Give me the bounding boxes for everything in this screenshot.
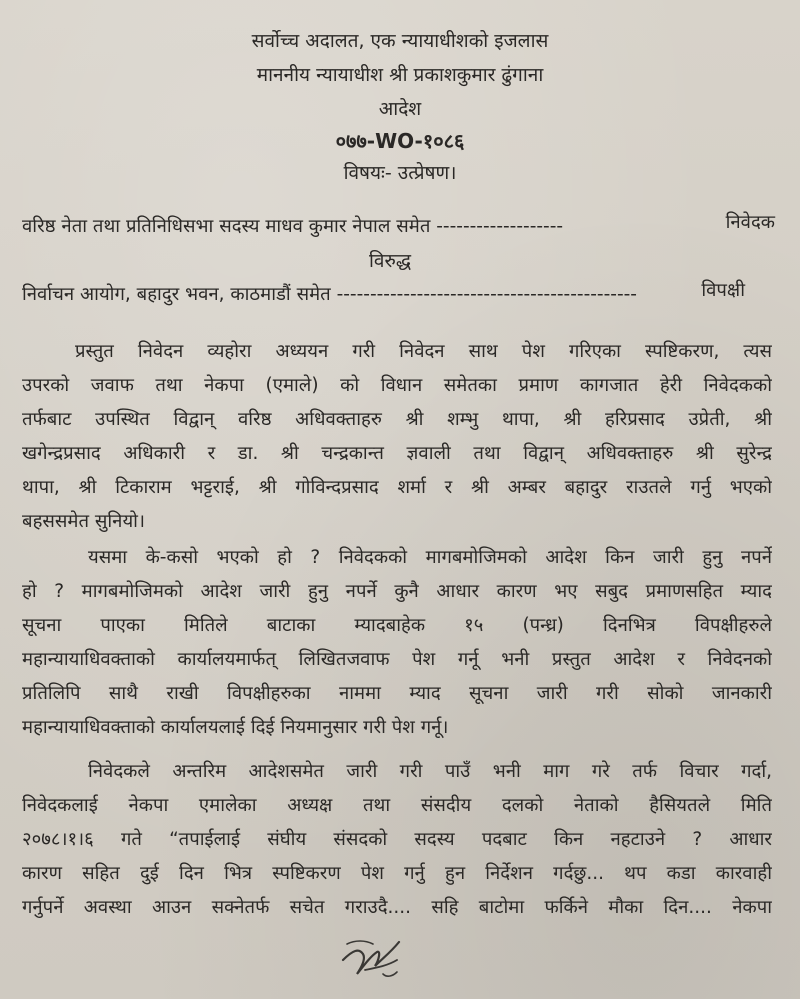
para1-line: बहससमेत सुनियो।	[22, 511, 145, 532]
para3-line: निवेदकलाई नेकपा एमालेका अध्यक्ष तथा संसदीय दलको नेताको हैसियतले मिति	[22, 795, 772, 816]
order-title: आदेश	[378, 98, 422, 120]
para3-line: २०७८।१।६ गते “तपाईलाई संघीय संसदको सदस्य पदबाट किन नहटाउने ? आधार	[22, 829, 772, 850]
para1-line: थापा, श्री टिकाराम भट्टराई, श्री गोविन्दप्रसाद शर्मा र श्री अम्बर बहादुर राउतले गर्नु भएको	[22, 477, 772, 498]
para1-line: उपरको जवाफ तथा नेकपा (एमाले) को विधान समेतका प्रमाण कागजात हेरी निवेदकको	[22, 375, 772, 396]
petitioner-name: वरिष्ठ नेता तथा प्रतिनिधिसभा सदस्य माधव कुमार नेपाल समेत -------------------	[22, 216, 564, 237]
subject-line: विषयः- उत्प्रेषण।	[343, 162, 457, 184]
court-heading: सर्वोच्च अदालत, एक न्यायाधीशको इजलास	[251, 30, 549, 52]
respondent-role: विपक्षी	[701, 280, 745, 301]
para2-line: सूचना पाएका मितिले बाटाका म्यादबाहेक १५ (पन्ध्र) दिनभित्र विपक्षीहरुले	[22, 615, 772, 636]
petitioner-role: निवेदक	[725, 212, 775, 233]
para2-line: हो ? मागबमोजिमको आदेश जारी हुनु नपर्ने कुनै आधार कारण भए सबुद प्रमाणसहित म्याद	[22, 581, 772, 602]
para3-line: गर्नुपर्ने अवस्था आउन सक्नेतर्फ सचेत गराउदै.... सहि बाटोमा फर्किने मौका दिन.... नेकपा	[22, 897, 772, 918]
para3-line: निवेदकले अन्तरिम आदेशसमेत जारी गरी पाउँ भनी माग गरे तर्फ विचार गर्दा,	[88, 761, 772, 782]
respondent-name: निर्वाचन आयोग, बहादुर भवन, काठमाडौं समेत ---------------------------------------------	[22, 284, 637, 305]
para3-line: कारण सहित दुई दिन भित्र स्पष्टिकरण पेश गर्नु हुन निर्देशन गर्दछु... थप कडा कारवाही	[22, 863, 772, 884]
case-number: ०७७-WO-१०८६	[335, 129, 465, 153]
justice-name: माननीय न्यायाधीश श्री प्रकाशकुमार ढुंगाना	[256, 64, 544, 86]
para1-line: खगेन्द्रप्रसाद अधिकारी र डा. श्री चन्द्रकान्त ज्ञवाली तथा विद्वान् अधिवक्ताहरु श्री सुरेन्द्र	[22, 443, 772, 464]
para2-line: महान्यायाधिवक्ताको कार्यालयमार्फत् लिखितजवाफ पेश गर्नू भनी प्रस्तुत आदेश र निवेदनको	[22, 649, 772, 670]
versus-label: विरुद्ध	[368, 250, 412, 272]
para1-line: तर्फबाट उपस्थित विद्वान् वरिष्ठ अधिवक्ताहरु श्री शम्भु थापा, श्री हरिप्रसाद उप्रेती, श्री	[22, 409, 772, 430]
para2-line: प्रतिलिपि साथै राखी विपक्षीहरुका नाममा म्याद सूचना जारी गरी सोको जानकारी	[22, 683, 772, 704]
signature-icon	[335, 930, 415, 985]
para1-line: प्रस्तुत निवेदन व्यहोरा अध्ययन गरी निवेदन साथ पेश गरिएका स्पष्टिकरण, त्यस	[75, 341, 772, 362]
para2-line: यसमा के-कसो भएको हो ? निवेदकको मागबमोजिमको आदेश किन जारी हुनु नपर्ने	[88, 547, 772, 568]
para2-line: महान्यायाधिवक्ताको कार्यालयलाई दिई नियमानुसार गरी पेश गर्नू।	[22, 717, 449, 738]
